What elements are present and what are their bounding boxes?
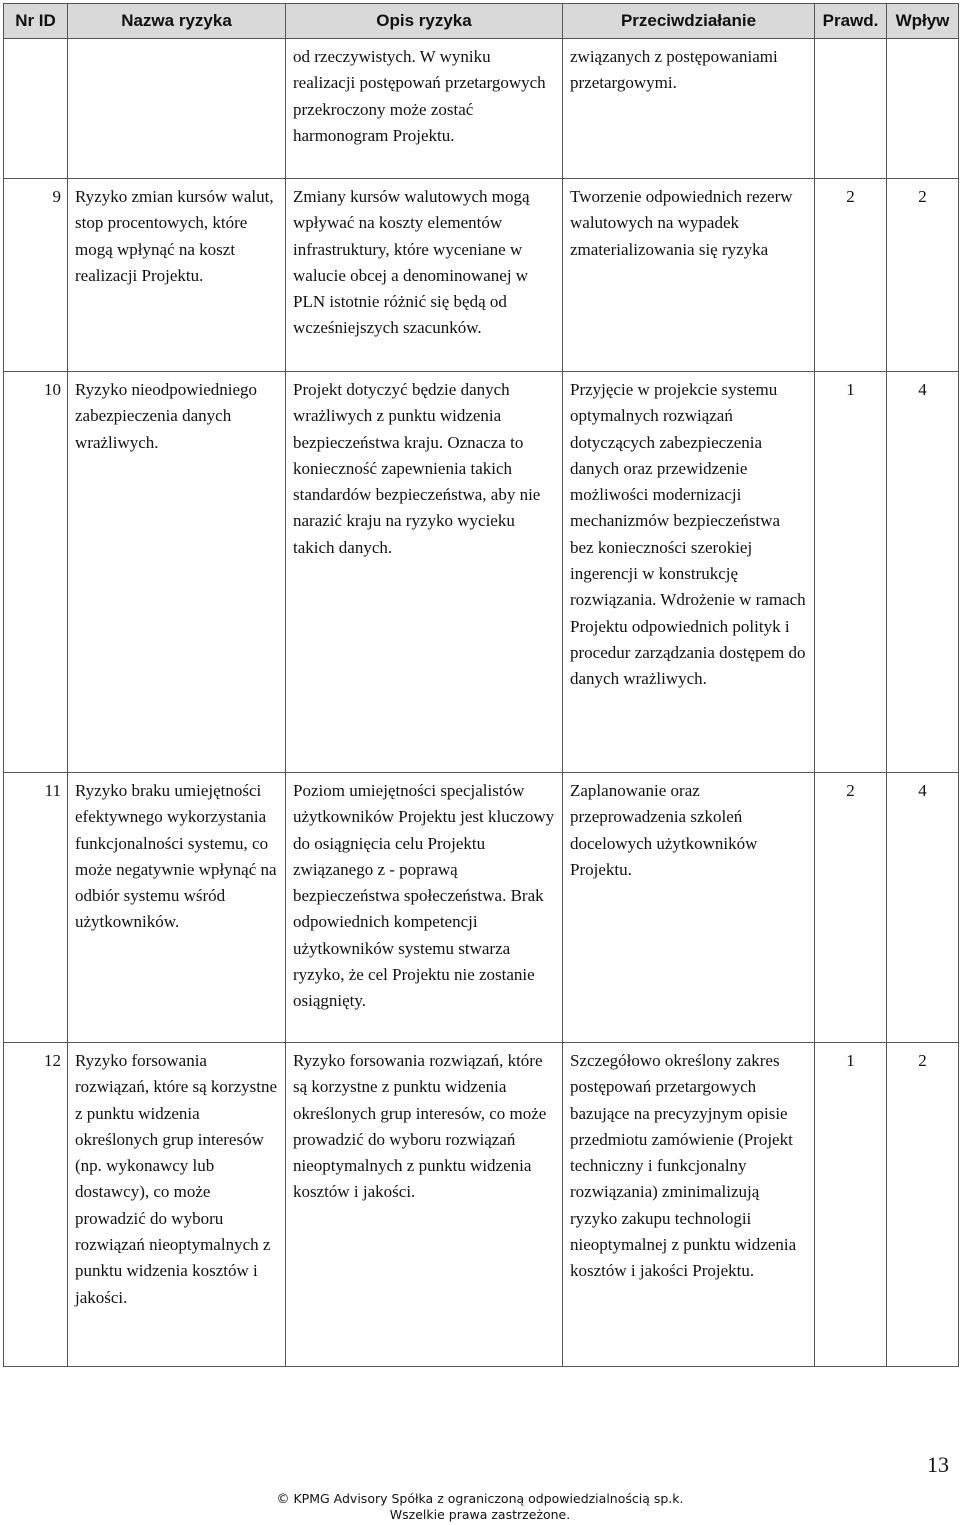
cell-prob: 2	[815, 179, 887, 372]
cell-nr: 9	[4, 179, 68, 372]
cell-prob: 1	[815, 372, 887, 773]
cell-counter: Szczegółowo określony zakres postępowań przetargowych bazujące na precyzyjnym opisie przedmiotu zamówienie (Projekt techniczny i funkcjonalny rozwiązania) zminimalizują ryzyko zakupu technologii nieoptymalnej z punktu widzenia kosztów i jakości Projektu.	[563, 1043, 815, 1367]
table-row	[4, 773, 959, 1043]
cell-counter: Tworzenie odpowiednich rezerw walutowych na wypadek zmaterializowania się ryzyka	[563, 179, 815, 372]
cell-prob: 1	[815, 1043, 887, 1367]
cell-counter: Zaplanowanie oraz przeprowadzenia szkoleń docelowych użytkowników Projektu.	[563, 773, 815, 1043]
cell-counter: Przyjęcie w projekcie systemu optymalnych rozwiązań dotyczących zabezpieczenia danych oraz przewidzenie możliwości modernizacji mechanizmów bezpieczeństwa bez konieczności szerokiej ingerencji w konstrukcję rozwiązania. Wdrożenie w ramach Projektu odpowiednich polityk i procedur zarządzania dostępem do danych wrażliwych.	[563, 372, 815, 773]
cell-desc: Zmiany kursów walutowych mogą wpływać na koszty elementów infrastruktury, które wyceniane w walucie obcej a denominowanej w PLN istotnie różnić się będą od wcześniejszych szacunków.	[286, 179, 563, 372]
cell-name	[68, 39, 286, 179]
table-row	[4, 372, 959, 773]
risk-table	[3, 3, 959, 1367]
cell-counter: związanych z postępowaniami przetargowymi.	[563, 39, 815, 179]
cell-name: Ryzyko nieodpowiedniego zabezpieczenia danych wrażliwych.	[68, 372, 286, 773]
header-impact: Wpływ	[887, 4, 959, 39]
cell-impact: 4	[887, 372, 959, 773]
footer-company-line	[0, 1491, 960, 1507]
table-row	[4, 39, 959, 179]
cell-name: Ryzyko forsowania rozwiązań, które są korzystne z punktu widzenia określonych grup interesów (np. wykonawcy lub dostawcy), co może prowadzić do wyboru rozwiązań nieoptymalnych z punktu widzenia kosztów i jakości.	[68, 1043, 286, 1367]
table-row	[4, 179, 959, 372]
cell-impact: 2	[887, 1043, 959, 1367]
copyright-icon: ©	[276, 1492, 290, 1507]
header-desc: Opis ryzyka	[286, 4, 563, 39]
cell-impact	[887, 39, 959, 179]
cell-prob: 2	[815, 773, 887, 1043]
cell-impact: 2	[887, 179, 959, 372]
footer-rights: Wszelkie prawa zastrzeżone.	[389, 1507, 571, 1522]
cell-desc: od rzeczywistych. W wyniku realizacji postępowań przetargowych przekroczony może zostać harmonogram Projektu.	[286, 39, 563, 179]
cell-impact: 4	[887, 773, 959, 1043]
header-name: Nazwa ryzyka	[68, 4, 286, 39]
header-prob: Prawd.	[815, 4, 887, 39]
table-row	[4, 1043, 959, 1367]
cell-desc: Projekt dotyczyć będzie danych wrażliwych z punktu widzenia bezpieczeństwa kraju. Oznacza to konieczność zapewnienia takich standardów bezpieczeństwa, aby nie narazić kraju na ryzyko wycieku takich danych.	[286, 372, 563, 773]
cell-desc: Poziom umiejętności specjalistów użytkowników Projektu jest kluczowy do osiągnięcia celu Projektu związanego z - poprawą bezpieczeństwa społeczeństwa. Brak odpowiednich kompetencji użytkowników systemu stwarza ryzyko, że cel Projektu nie zostanie osiągnięty.	[286, 773, 563, 1043]
cell-nr: 10	[4, 372, 68, 773]
cell-nr	[4, 39, 68, 179]
footer-company: KPMG Advisory Spółka z ograniczoną odpowiedzialnością sp.k.	[293, 1491, 684, 1506]
cell-nr: 12	[4, 1043, 68, 1367]
page-number: 13	[927, 1452, 949, 1477]
header-counter: Przeciwdziałanie	[563, 4, 815, 39]
cell-name: Ryzyko braku umiejętności efektywnego wykorzystania funkcjonalności systemu, co może negatywnie wpłynąć na odbiór systemu wśród użytkowników.	[68, 773, 286, 1043]
cell-prob	[815, 39, 887, 179]
cell-desc: Ryzyko forsowania rozwiązań, które są korzystne z punktu widzenia określonych grup interesów, co może prowadzić do wyboru rozwiązań nieoptymalnych z punktu widzenia kosztów i jakości.	[286, 1043, 563, 1367]
header-nr: Nr ID	[4, 4, 68, 39]
cell-nr: 11	[4, 773, 68, 1043]
cell-name: Ryzyko zmian kursów walut, stop procentowych, które mogą wpłynąć na koszt realizacji Projektu.	[68, 179, 286, 372]
header-row	[4, 4, 959, 39]
